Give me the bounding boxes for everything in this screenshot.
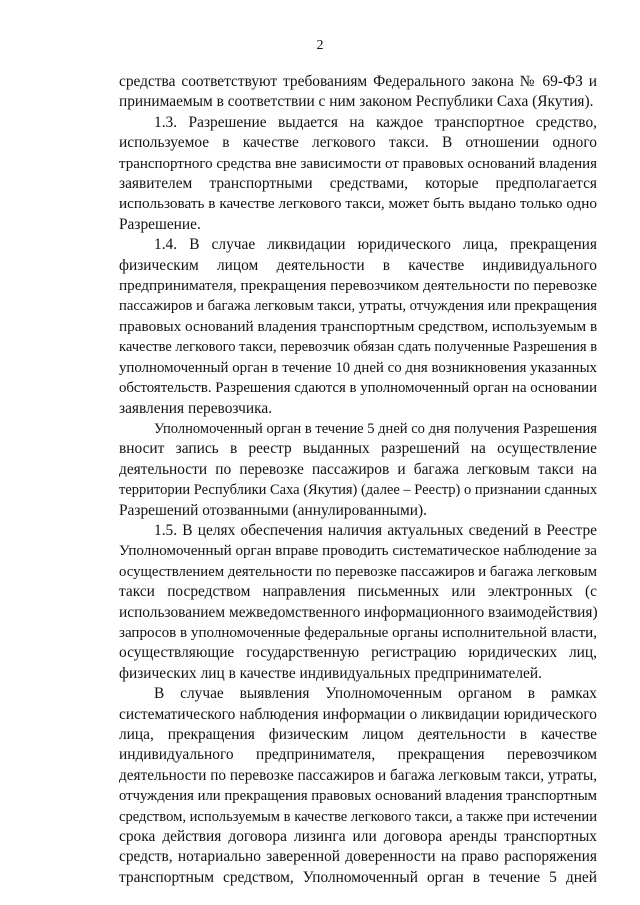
text-line: средством, используемым в качестве легкового такси, а также при истечении xyxy=(119,808,597,825)
paragraph-1-3-first-line: 1.3. Разрешение выдается на каждое транспортное средство, xyxy=(154,113,597,131)
text-line: запросов в уполномоченные федеральные органы исполнительной власти, xyxy=(119,624,597,641)
text-line: Уполномоченный орган вправе проводить систематическое наблюдение за xyxy=(119,543,597,560)
document-body xyxy=(119,72,597,888)
text-line: обстоятельств. Разрешения сдаются в уполномоченный орган на основании xyxy=(119,380,597,397)
text-line: использовать в качестве легкового такси, может быть выдано только одно xyxy=(119,195,597,213)
text-line: принимаемым в соответствии с ним законом Республики Саха (Якутия). xyxy=(119,93,594,111)
paragraph-registry-first-line: Уполномоченный орган в течение 5 дней со дня получения Разрешения xyxy=(154,420,597,437)
text-line: средств, нотариально заверенной доверенности на право распоряжения xyxy=(119,848,597,866)
text-line: заявления перевозчика. xyxy=(119,399,273,417)
text-line: транспортным средством, Уполномоченный орган в течение 5 дней xyxy=(119,868,597,886)
paragraph-1-4-first-line: 1.4. В случае ликвидации юридического лица, прекращения xyxy=(154,236,597,254)
text-line: деятельности по перевозке пассажиров и багажа легковым такси, утраты, xyxy=(119,766,598,784)
text-line: срока действия договора лизинга или договора аренды транспортных xyxy=(119,828,597,846)
page-number: 2 xyxy=(316,38,324,53)
paragraph-detection-first-line: В случае выявления Уполномоченным органом в рамках xyxy=(154,685,597,703)
text-line: осуществлением деятельности по перевозке пассажиров и багажа легковым xyxy=(119,563,597,580)
text-line: индивидуального предпринимателя, прекращения перевозчиком xyxy=(119,746,597,764)
text-line: качестве легкового такси, перевозчик обязан сдать полученные Разрешения в xyxy=(119,339,598,356)
text-line: предпринимателя, прекращения перевозчиком деятельности по перевозке xyxy=(119,277,597,295)
text-line: Разрешений отозванными (аннулированными). xyxy=(119,501,427,519)
text-line: осуществляющие государственную регистрацию юридических лиц, xyxy=(119,644,597,662)
text-line: физических лиц в качестве индивидуальных предпринимателей. xyxy=(119,664,542,682)
text-line: правовых оснований владения транспортным средством, используемым в xyxy=(119,317,598,335)
text-line: физическим лицом деятельности в качестве индивидуального xyxy=(119,256,597,274)
paragraph-1-5-first-line: 1.5. В целях обеспечения наличия актуальных сведений в Реестре xyxy=(154,521,597,539)
text-line: средства соответствуют требованиям Федерального закона № 69-ФЗ и xyxy=(119,73,597,90)
text-line: отчуждения или прекращения правовых оснований владения транспортным xyxy=(119,788,597,805)
text-line: вносит запись в реестр выданных разрешений на осуществление xyxy=(119,440,597,458)
text-line: Разрешение. xyxy=(119,215,201,233)
text-line: лица, прекращения физическим лицом деятельности в качестве xyxy=(119,726,597,743)
text-line: используемое в качестве легкового такси. В отношении одного xyxy=(119,134,597,152)
text-line: заявителем транспортными средствами, которые предполагается xyxy=(119,175,597,193)
text-line: такси посредством направления письменных или электронных (с xyxy=(119,583,597,601)
text-line: использованием межведомственного информационного взаимодействия) xyxy=(119,603,598,621)
text-line: систематического наблюдения информации о ликвидации юридического xyxy=(119,705,597,723)
text-line: деятельности по перевозке пассажиров и багажа легковым такси на xyxy=(119,460,597,478)
text-line: территории Республики Саха (Якутия) (далее – Реестр) о признании сданных xyxy=(119,482,598,499)
text-line: пассажиров и багажа легковым такси, утраты, отчуждения или прекращения xyxy=(119,298,597,315)
text-line: уполномоченный орган в течение 10 дней со дня возникновения указанных xyxy=(119,359,597,376)
text-line: транспортного средства вне зависимости от правовых оснований владения xyxy=(119,155,597,172)
